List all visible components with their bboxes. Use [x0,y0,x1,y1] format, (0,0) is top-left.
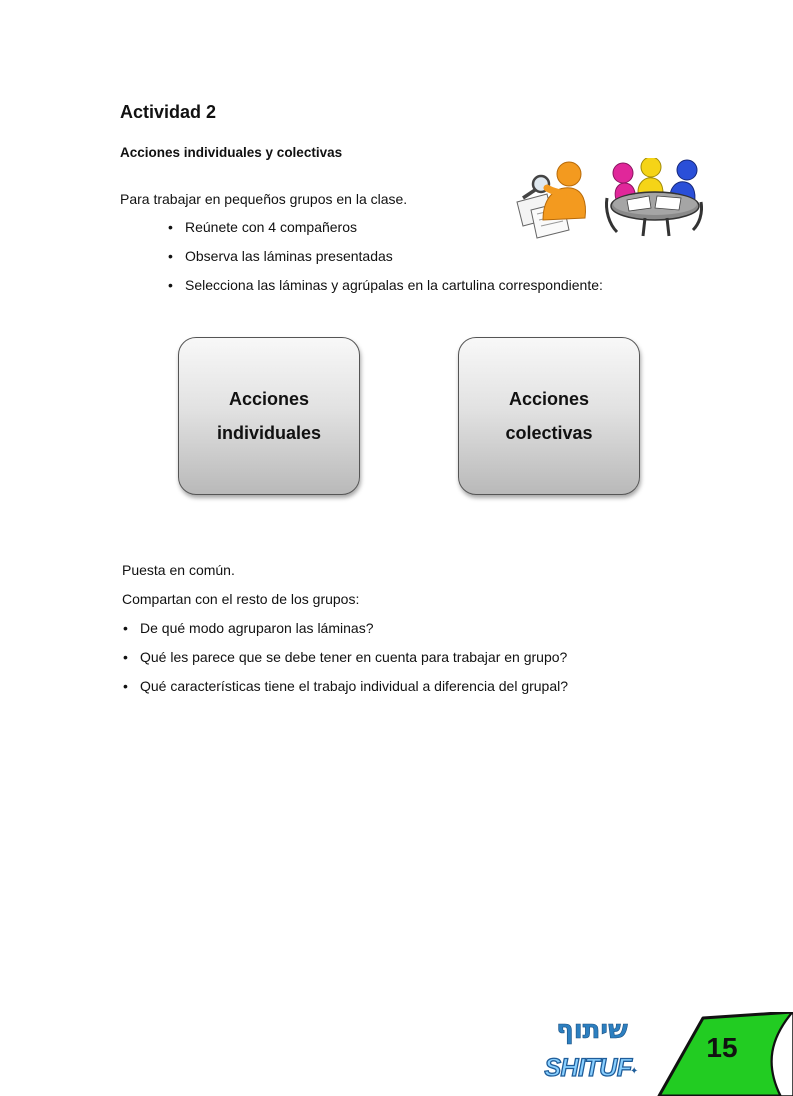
page-number: 15 [706,1032,738,1063]
bullet: • [123,620,128,636]
shitu-logo [544,1012,644,1084]
bullet: • [168,248,173,264]
bullet: • [123,649,128,665]
step-text: Selecciona las láminas y agrúpalas en la cartulina correspondiente: [185,277,603,293]
logo-star-icon: ✦ [630,1066,639,1077]
sharing-prompt: Compartan con el resto de los grupos: [122,591,360,607]
questions-list [123,619,569,706]
logo-latin-text: SHITUF [544,1054,632,1082]
sharing-heading: Puesta en común. [122,562,235,578]
bullet: • [168,277,173,293]
list-item [168,247,603,276]
card-label-line2: individuales [216,423,322,443]
question-text: Qué les parece que se debe tener en cuenta para trabajar en grupo? [140,649,568,665]
card-individual-actions [178,337,360,495]
activity-intro: Para trabajar en pequeños grupos en la clase. [120,191,408,207]
page-corner-badge [655,1012,793,1096]
list-item [123,619,568,648]
list-item [123,648,568,677]
question-text: De qué modo agruparon las láminas? [140,620,374,636]
step-text: Observa las láminas presentadas [185,248,393,264]
logo-hebrew-text: שיתוף [556,1015,628,1045]
card-label-line1: Acciones [508,389,590,409]
card-label-line1: Acciones [228,389,310,409]
card-label-line2: colectivas [505,423,593,443]
question-text: Qué características tiene el trabajo individual a diferencia del grupal? [140,678,569,694]
list-item [168,276,603,305]
activity-subtitle: Acciones individuales y colectivas [120,145,343,160]
step-text: Reúnete con 4 compañeros [185,219,357,235]
activity-title: Actividad 2 [120,102,217,122]
magnifier-person-icon [517,162,585,238]
card-collective-actions [458,337,640,495]
bullet: • [168,219,173,235]
people-illustration [513,158,703,240]
group-table-icon [606,158,701,236]
list-item [123,677,569,706]
bullet: • [123,678,128,694]
